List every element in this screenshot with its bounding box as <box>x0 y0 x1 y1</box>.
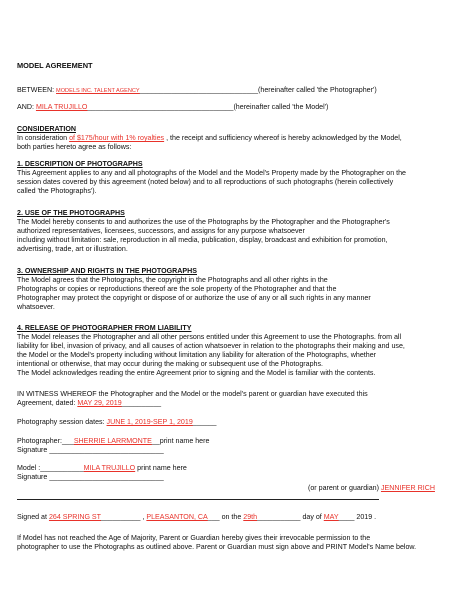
consideration-prefix: In consideration <box>17 134 70 142</box>
consideration-amount: of $175/hour with 1% royalties <box>69 134 165 142</box>
photographer-print-label: print name here <box>159 437 210 445</box>
signed-on-the-label: on the <box>219 513 244 521</box>
signed-at-line <box>17 513 376 522</box>
signed-blank-3: ___________ <box>257 513 301 521</box>
model-print-label: print name here <box>135 464 187 472</box>
witness-line-1: IN WITNESS WHEREOF the Photographer and the Model or the model's parent or guardian have executed this <box>17 390 368 398</box>
agreement-date: MAY 29, 2019 <box>77 399 122 407</box>
photographer-post-blank: __ <box>151 437 160 445</box>
model-signature-line: Signature _____________________________ <box>17 473 164 481</box>
section-1-line: called 'the Photographs'). <box>17 187 97 195</box>
section-3-line: Photographer may protect the copyright or dispose of or authorize the use of any or all such rights in any manner <box>17 294 371 302</box>
section-1-line: session dates covered by this agreement (noted below) and to all reproductions of such photographs (herein collectively <box>17 178 394 186</box>
model-name-line <box>17 464 187 473</box>
signed-city: PLEASANTON, CA <box>146 513 208 521</box>
signed-comma: , <box>140 513 147 521</box>
session-dates-blank: ______ <box>192 418 217 426</box>
guardian-line <box>308 484 435 493</box>
consideration-heading: CONSIDERATION <box>17 125 76 133</box>
between-line <box>17 86 377 96</box>
signed-day: 29th <box>243 513 258 521</box>
section-4-line: intentional or otherwise, that may occur during the making or subsequent use of the Photographs. <box>17 360 324 368</box>
section-2-line: The Model hereby consents to and authorizes the use of the Photographs by the Photographer and the Photographer's <box>17 218 390 226</box>
signed-address: 264 SPRING ST <box>48 513 101 521</box>
section-2-heading: 2. USE OF THE PHOTOGRAPHS <box>17 209 125 217</box>
consideration-line-2: both parties hereto agree as follows: <box>17 143 132 151</box>
section-4-line: The Model releases the Photographer and all other persons entitled under this Agreement to use the Photographs. from all <box>17 333 402 341</box>
photographer-name: SHERRIE LARRMONTE <box>73 437 152 445</box>
consideration-line-1 <box>17 134 402 143</box>
section-1-heading: 1. DESCRIPTION OF PHOTOGRAPHS <box>17 160 143 168</box>
section-3-heading: 3. OWNERSHIP AND RIGHTS IN THE PHOTOGRAPHS <box>17 267 197 275</box>
photographer-name-line <box>17 437 209 446</box>
signed-day-of-label: day of <box>300 513 324 521</box>
document-title: MODEL AGREEMENT <box>17 61 93 70</box>
section-3-line: The Model agrees that the Photographs, the copyright in the Photographs and all other rights in the <box>17 276 328 284</box>
section-3-line: Photographs or copies or reproductions thereof are the sole property of the Photographer and that the <box>17 285 337 293</box>
session-dates-line <box>17 418 216 427</box>
and-blank: _____________________________________ <box>87 103 234 111</box>
between-blank: ______________________________ <box>139 86 259 94</box>
model-pre-blank: ___________ <box>40 464 84 472</box>
witness-dated-label: Agreement, dated: <box>17 399 78 407</box>
model-party: MILA TRUJILLO <box>35 103 88 111</box>
between-label: BETWEEN: <box>17 86 55 94</box>
model-label: Model : <box>17 464 41 472</box>
signed-blank-2: ___ <box>207 513 220 521</box>
section-3-line: whatsoever. <box>17 303 55 311</box>
consideration-after: , the receipt and sufficiency whereof is hereby acknowledged by the Model, <box>164 134 402 142</box>
footer-line-1: If Model has not reached the Age of Majority, Parent or Guardian hereby gives their irrevocable permission to the <box>17 534 371 542</box>
section-4-heading: 4. RELEASE OF PHOTOGRAPHER FROM LIABILITY <box>17 324 192 332</box>
section-4-line: liability for libel, invasion of privacy, and all causes of action whatsoever in relation to the photographs their making and use, <box>17 342 405 350</box>
section-4-line: The Model acknowledges reading the entire Agreement prior to signing and the Model is familiar with the contents. <box>17 369 376 377</box>
signed-year: 2019 . <box>354 513 377 521</box>
footer-line-2: photographer to use the Photographs as outlined above. Parent or Guardian must sign above and PRINT Model's Name below. <box>17 543 417 551</box>
and-line <box>17 103 328 112</box>
section-1-line: This Agreement applies to any and all photographs of the Model and the Model's Property made by the Photographer on the <box>17 169 406 177</box>
session-dates-label: Photography session dates: <box>17 418 107 426</box>
section-2-line: including without limitation: sale, reproduction in all media, publication, display, broadcast and exhibition for promotion, <box>17 236 388 244</box>
signed-month: MAY <box>323 513 339 521</box>
signed-blank-1: __________ <box>101 513 141 521</box>
signed-blank-4: ____ <box>338 513 355 521</box>
section-2-line: authorized representatives, licensees, successors, and assigns for any purpose whatsoever <box>17 227 305 235</box>
and-suffix: (hereinafter called 'the Model') <box>233 103 329 111</box>
model-name: MILA TRUJILLO <box>83 464 136 472</box>
photographer-signature-line: Signature _____________________________ <box>17 446 164 454</box>
session-dates-value: JUNE 1, 2019-SEP 1, 2019 <box>106 418 193 426</box>
photographer-pre-blank: ___ <box>61 437 74 445</box>
guardian-label: (or parent or guardian) <box>308 484 381 492</box>
section-4-line: the Model or the Model's property including without limitation any liability for alteration of the Photographs, whether <box>17 351 376 359</box>
section-2-line: advertising, trade, art or illustration. <box>17 245 128 253</box>
guardian-name: JENNIFER RICH <box>380 484 435 492</box>
agreement-date-blank: __________ <box>121 399 162 407</box>
signed-at-label: Signed at <box>17 513 49 521</box>
and-label: AND: <box>17 103 34 111</box>
photographer-party: MODELS INC. TALENT AGENCY <box>56 88 140 94</box>
between-suffix: (hereinafter called 'the Photographer') <box>258 86 377 94</box>
signature-divider <box>17 499 379 500</box>
witness-line-2 <box>17 399 161 408</box>
photographer-label: Photographer: <box>17 437 62 445</box>
